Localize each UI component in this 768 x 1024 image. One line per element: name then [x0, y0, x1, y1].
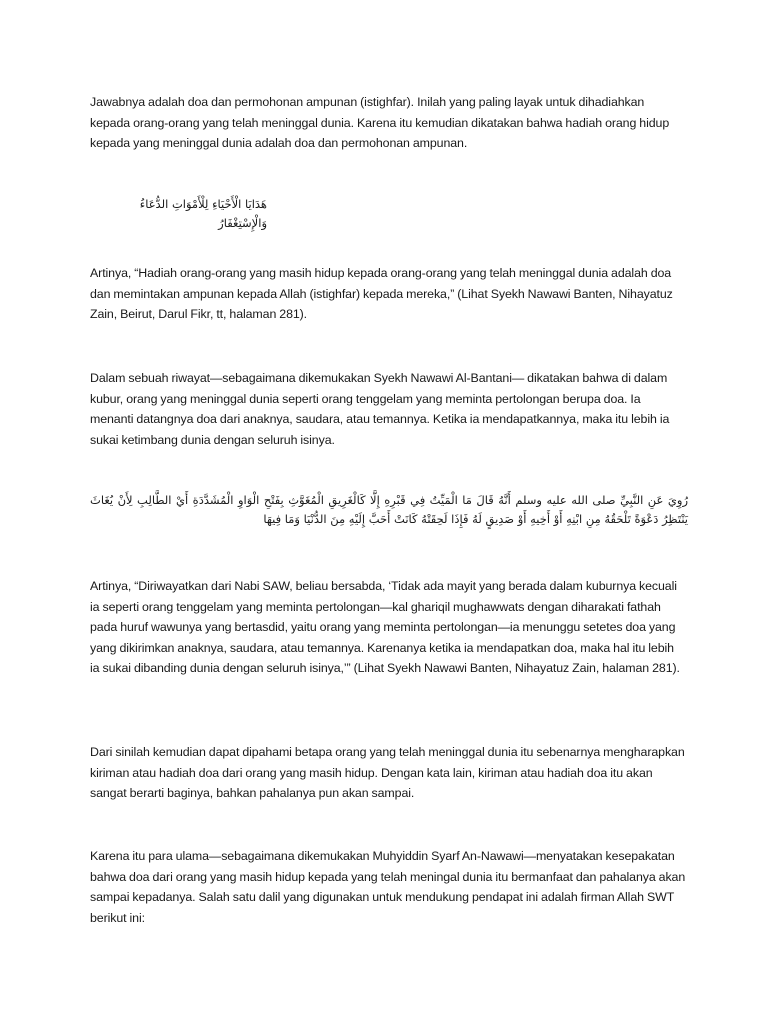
paragraph-2: Artinya, “Hadiah orang-orang yang masih hidup kepada orang-orang yang telah meninggal dunia adalah doa dan memintakan ampunan kepada Allah (istighfar) kepada mereka,” (Lihat Syekh Nawawi Banten, Nihayatuz Zain, Beirut, Darul Fikr, tt, halaman 281). [90, 266, 673, 321]
paragraph-1: Jawabnya adalah doa dan permohonan ampunan (istighfar). Inilah yang paling layak untuk dihadiahkan kepada orang-orang yang telah meninggal dunia. Karena itu kemudian dikatakan bahwa hadiah orang hidup kepada yang meninggal dunia adalah doa dan permohonan ampunan. [90, 95, 670, 150]
paragraph-4: Artinya, “Diriwayatkan dari Nabi SAW, beliau bersabda, ‘Tidak ada mayit yang berada dalam kuburnya kecuali ia seperti orang tenggelam yang meminta pertolongan—kal ghariqil mughawwats dengan diharakati fathah pada huruf wawunya yang bertasdid, yaitu orang yang meminta pertolongan—ia menunggu setetes doa yang yang dikirimkan anaknya, saudara, atau temannya. Karenanya ketika ia mendapatkan doa, maka hal itu lebih ia sukai dibanding dunia dengan seluruh isinya,’” (Lihat Syekh Nawawi Banten, Nihayatuz Zain, halaman 281). [90, 579, 680, 675]
arabic-quote-2: رُوِيَ عَنِ النَّبِيِّ صلى الله عليه وسلم أَنَّهُ قَالَ مَا الْمَيِّتُ فِي قَبْرِهِ إِلَّا كَالْغَرِيقِ الْمُغَوَّثِ بِفَتْحِ الْوَاوِ الْمُشَدَّدَةِ أَيْ الطَّالِبِ لِأَنْ يُغَاثَ يَنْتَظِرُ دَعْوَةً تَلْحَقُهُ مِنِ ابْنِهِ أَوْ أَخِيهِ أَوْ صَدِيقٍ لَهُ فَإِذَا لَحِقَتْهُ كَانَتْ أَحَبَّ إِلَيْهِ مِنَ الدُّنْيَا وَمَا فِيهَا [90, 493, 688, 526]
paragraph-3: Dalam sebuah riwayat—sebagaimana dikemukakan Syekh Nawawi Al-Bantani— dikatakan bahwa di dalam kubur, orang yang meninggal dunia seperti orang tenggelam yang meminta pertolongan berupa doa. Ia menanti datangnya doa dari anaknya, saudara, atau temannya. Ketika ia mendapatkannya, maka itu lebih ia sukai ketimbang dunia dengan seluruh isinya. [90, 371, 670, 447]
arabic-quote-1: هَدَايَا الْأَحْيَاءِ لِلْأَمْوَاتِ الدُّعَاءُ وَالْإِسْتِغْفَارُ [139, 197, 267, 230]
paragraph-6: Karena itu para ulama—sebagaimana dikemukakan Muhyiddin Syarf An-Nawawi—menyatakan kesepakatan bahwa doa dari orang yang masih hidup kepada yang telah meningal dunia itu bermanfaat dan pahalanya akan sampai kepadanya. Salah satu dalil yang digunakan untuk mendukung pendapat ini adalah firman Allah SWT berikut ini: [90, 849, 686, 925]
paragraph-5: Dari sinilah kemudian dapat dipahami betapa orang yang telah meninggal dunia itu sebenarnya mengharapkan kiriman atau hadiah doa dari orang yang masih hidup. Dengan kata lain, kiriman atau hadiah doa itu akan sangat berarti baginya, bahkan pahalanya pun akan sampai. [90, 745, 685, 800]
